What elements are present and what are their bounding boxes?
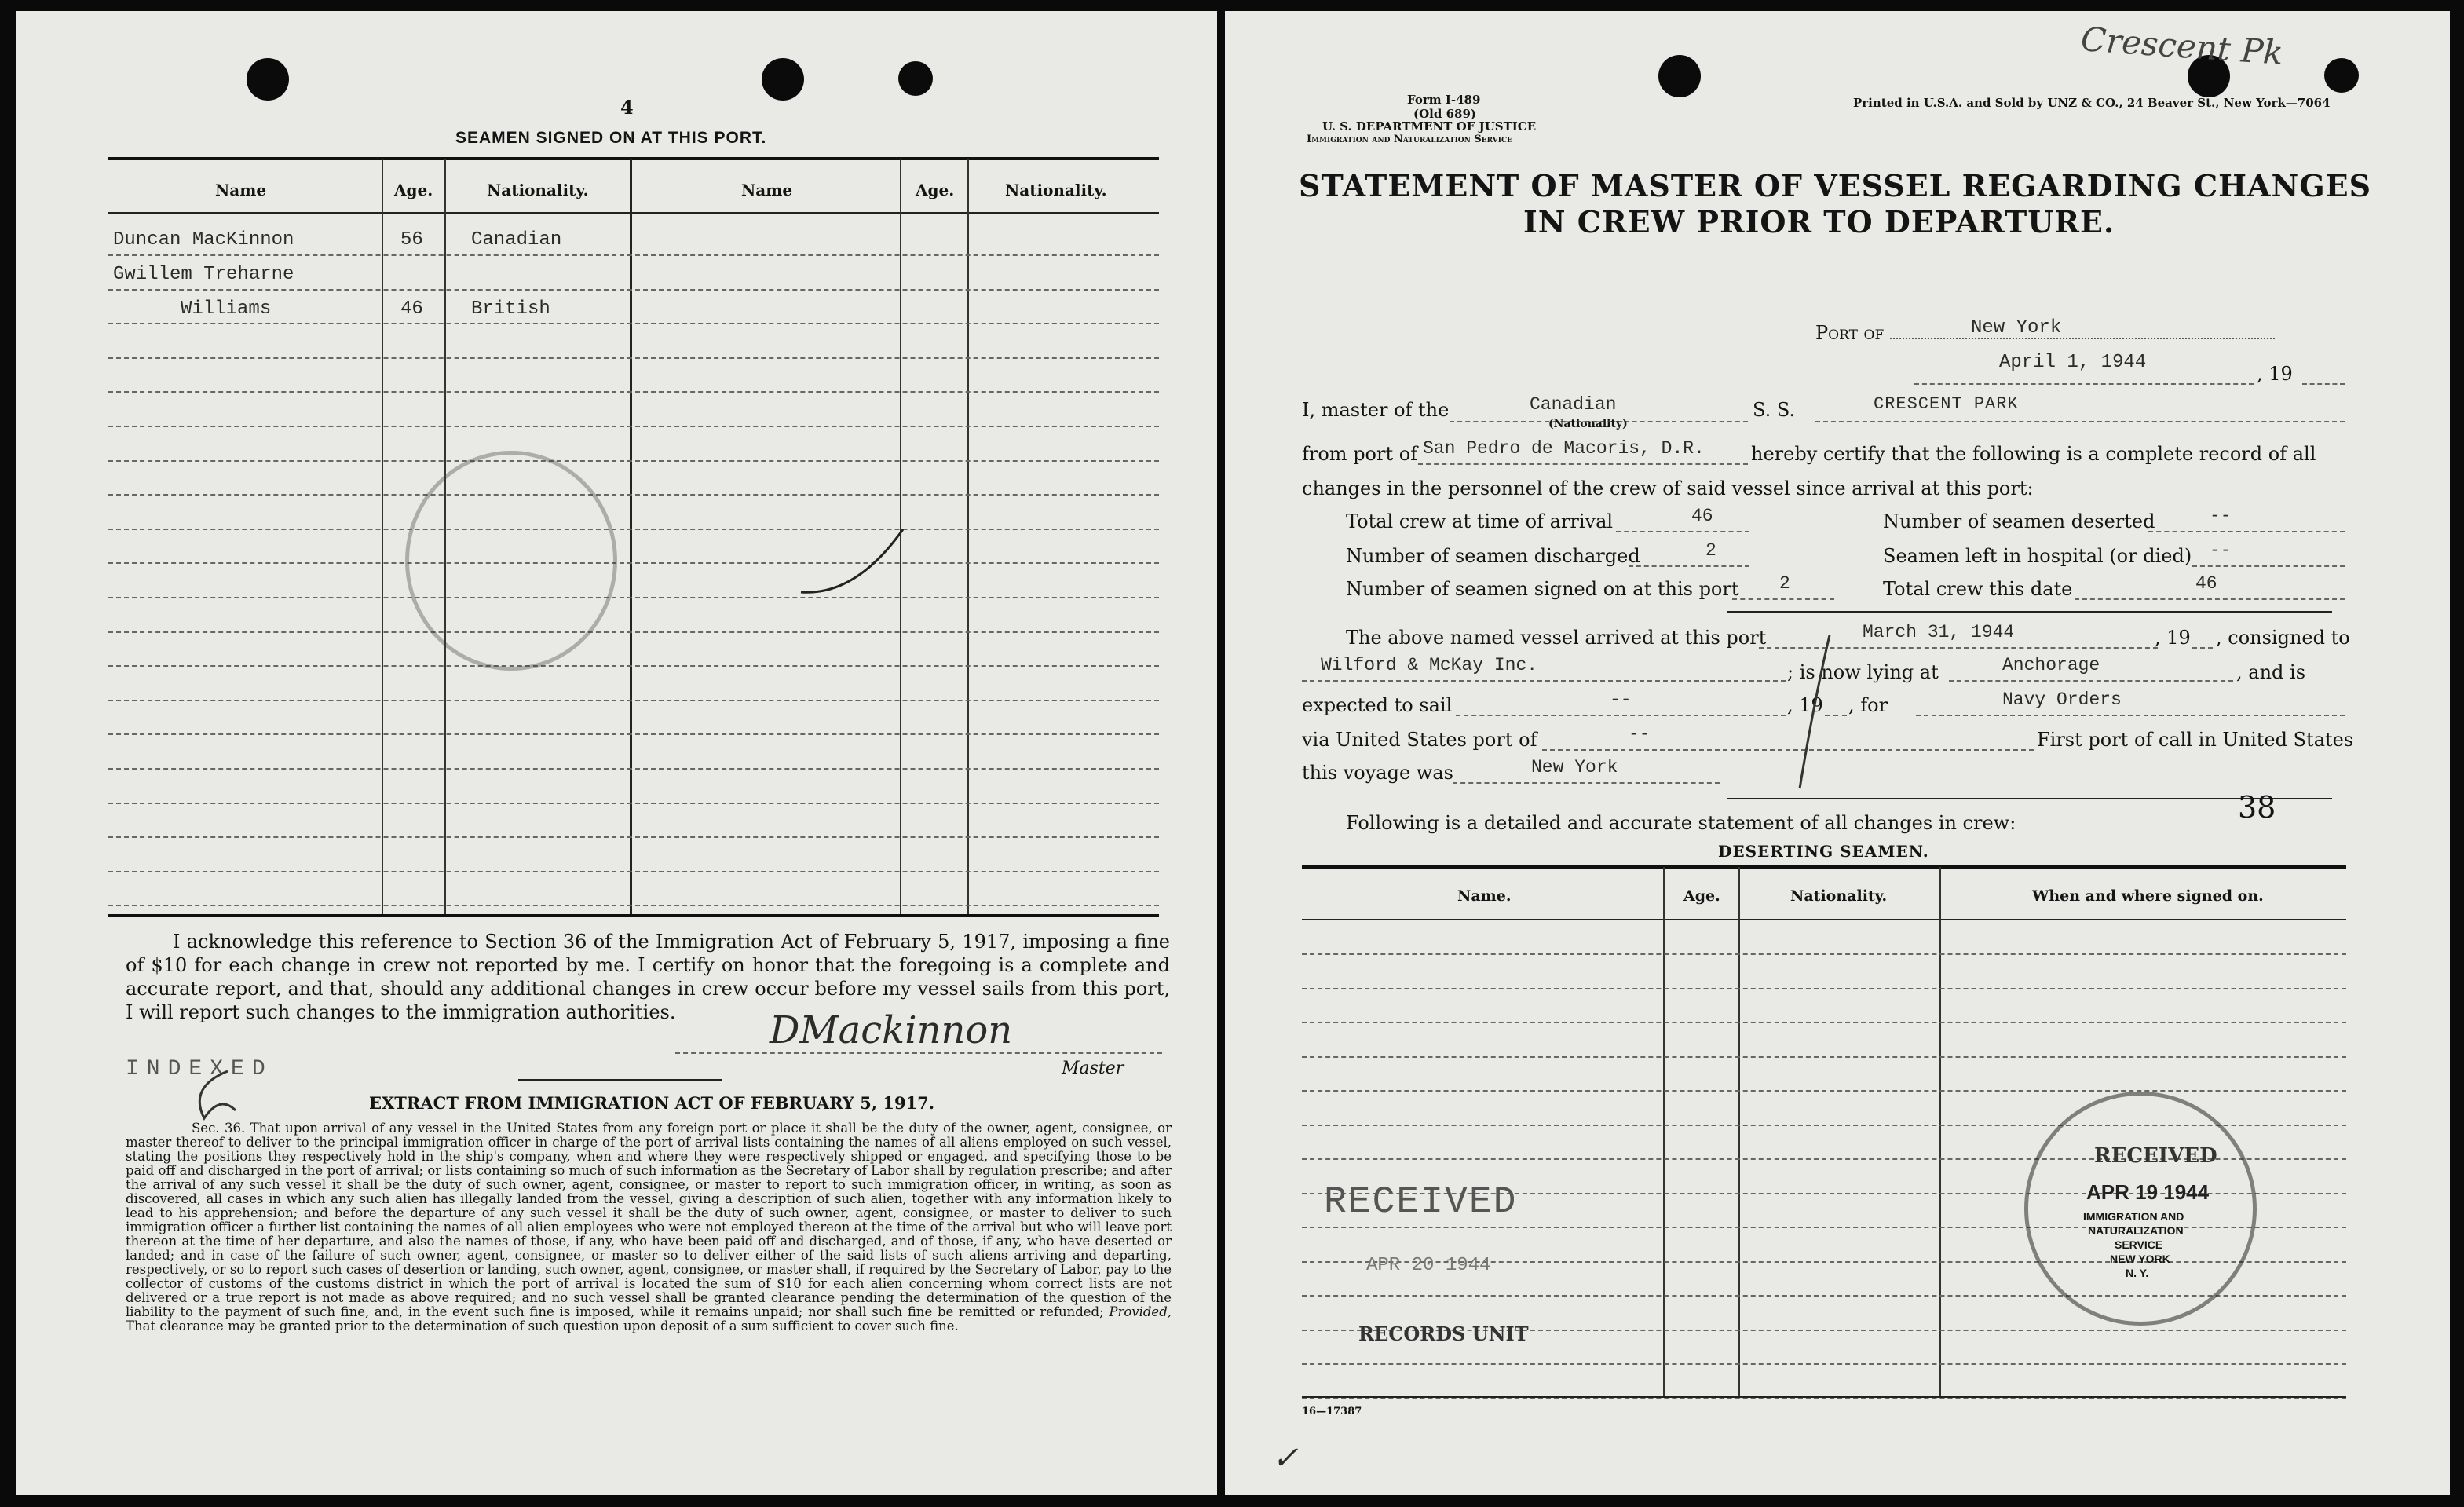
ruled-row-line bbox=[108, 426, 1159, 427]
date-line bbox=[1914, 383, 2254, 385]
and-is-label: , and is bbox=[2236, 661, 2306, 683]
ruled-row-line bbox=[108, 529, 1159, 530]
from-port-value: San Pedro de Macoris, D.R. bbox=[1423, 438, 1705, 459]
department-name: U. S. DEPARTMENT OF JUSTICE bbox=[1322, 119, 1537, 134]
column-header-name: Name bbox=[215, 181, 267, 199]
nationality-caption: (Nationality) bbox=[1548, 418, 1628, 430]
deserted-label: Number of seamen deserted bbox=[1883, 510, 2155, 532]
voyage-line bbox=[1453, 782, 1720, 784]
changes-text: changes in the personnel of the crew of said vessel since arrival at this port: bbox=[1302, 477, 2034, 499]
column-header-name: Name bbox=[741, 181, 793, 199]
column-divider bbox=[1663, 867, 1665, 1398]
via-line bbox=[1542, 749, 2034, 751]
received-stamp: RECEIVED bbox=[1324, 1181, 1518, 1224]
punch-hole-icon bbox=[1658, 55, 1701, 97]
hospital-label: Seamen left in hospital (or died) bbox=[1883, 545, 2192, 567]
signature-line bbox=[675, 1052, 1162, 1054]
following-text: Following is a detailed and accurate statement of all changes in crew: bbox=[1346, 812, 2016, 834]
port-value: New York bbox=[1971, 317, 2062, 338]
ruled-row-line bbox=[1302, 1056, 2346, 1058]
ruled-row-line bbox=[108, 562, 1159, 564]
table-row-name: Gwillem Treharne bbox=[113, 264, 294, 285]
date-value: April 1, 1944 bbox=[1999, 352, 2147, 373]
form-old-number: (Old 689) bbox=[1413, 107, 1476, 121]
expected-value: -- bbox=[1610, 689, 1632, 710]
signed-on-line bbox=[1732, 598, 1834, 600]
arrived-year-line bbox=[2192, 647, 2213, 649]
indexed-stamp: INDEXED bbox=[126, 1057, 273, 1081]
ruled-row-line bbox=[108, 631, 1159, 633]
master-label: I, master of the bbox=[1302, 399, 1450, 421]
lying-line bbox=[1949, 680, 2233, 682]
punch-hole-icon bbox=[898, 61, 933, 96]
for-label: , for bbox=[1848, 694, 1888, 716]
total-crew-date-value: 46 bbox=[2195, 573, 2217, 594]
ruled-row-line bbox=[108, 665, 1159, 667]
extract-tail: That clearance may be granted prior to the determination of such question upon deposit of a sum sufficient to cover such fine. bbox=[126, 1319, 959, 1333]
extract-title: EXTRACT FROM IMMIGRATION ACT OF FEBRUARY 5, 1917. bbox=[369, 1093, 935, 1113]
form-code: 16—17387 bbox=[1302, 1406, 1362, 1417]
page-number: 4 bbox=[620, 96, 634, 119]
stamped-number: 38 bbox=[2238, 790, 2276, 825]
consignee-line bbox=[1302, 680, 1786, 682]
ruled-row-line bbox=[108, 391, 1159, 393]
consignee-value: Wilford & McKay Inc. bbox=[1321, 655, 1538, 675]
circular-received-stamp bbox=[2024, 1092, 2257, 1326]
port-label: Port of bbox=[1815, 322, 1885, 344]
ruled-row-line bbox=[108, 597, 1159, 598]
table-row-nationality: British bbox=[471, 298, 550, 320]
for-value: Navy Orders bbox=[2002, 689, 2122, 710]
column-header-age: Age. bbox=[394, 181, 433, 199]
lying-value: Anchorage bbox=[2002, 655, 2100, 675]
lying-label: ; is now lying at bbox=[1787, 661, 1939, 683]
ruled-row-line bbox=[108, 254, 1159, 256]
extract-section: Sec. 36. bbox=[192, 1121, 246, 1136]
ruled-row-line bbox=[108, 836, 1159, 838]
circle-received-text: RECEIVED bbox=[2094, 1144, 2217, 1168]
from-port-line bbox=[1418, 463, 1748, 465]
handwritten-mark-icon bbox=[181, 1063, 251, 1126]
arrived-label: The above named vessel arrived at this port bbox=[1346, 627, 1767, 649]
table-header-rule bbox=[108, 212, 1159, 214]
printer-note: Printed in U.S.A. and Sold by UNZ & CO., 24 Beaver St., New York—7064 bbox=[1853, 96, 2331, 110]
ruled-row-line bbox=[1302, 953, 2346, 955]
via-label: via United States port of bbox=[1302, 729, 1537, 751]
extract-provided: Provided, bbox=[1109, 1304, 1172, 1319]
certify-text: hereby certify that the following is a complete record of all bbox=[1751, 443, 2316, 465]
for-line bbox=[1916, 715, 2345, 716]
acknowledgment-text: I acknowledge this reference to Section 36 of the Immigration Act of February 5, 1917, imposing a fine of $10 for each change in crew not reported by me. I certify on honor that the foregoing is a complete and accurate report, and that, should any additional changes in crew occur before my vessel sails from this port, I will report such changes to the immigration authorities. bbox=[126, 931, 1170, 1023]
table-row-name: Williams bbox=[181, 298, 272, 320]
punch-hole-icon bbox=[247, 58, 289, 101]
total-crew-arrival-label: Total crew at time of arrival bbox=[1346, 510, 1614, 532]
circle-line3: SERVICE bbox=[2115, 1238, 2163, 1251]
deserted-value: -- bbox=[2210, 506, 2232, 526]
arrived-value: March 31, 1944 bbox=[1863, 622, 2015, 642]
handwritten-annotation: Crescent Pk bbox=[2079, 20, 2285, 72]
ruled-row-line bbox=[108, 871, 1159, 872]
desert-table-header-rule bbox=[1302, 919, 2346, 920]
master-signature: DMackinnon bbox=[770, 1008, 1013, 1052]
ruled-row-line bbox=[108, 357, 1159, 359]
ruled-row-line bbox=[108, 323, 1159, 324]
ruled-row-line bbox=[108, 733, 1159, 735]
ruled-row-line bbox=[108, 700, 1159, 701]
ruled-row-line bbox=[1302, 1090, 2346, 1092]
form-number: Form I-489 bbox=[1407, 93, 1481, 107]
circle-line1: IMMIGRATION AND bbox=[2083, 1210, 2184, 1223]
column-divider bbox=[1738, 867, 1740, 1398]
ruled-row-line bbox=[108, 494, 1159, 496]
expected-line bbox=[1456, 715, 1786, 716]
column-header-nationality: Nationality. bbox=[1790, 887, 1888, 905]
date-suffix: , 19 bbox=[2257, 363, 2293, 385]
signed-on-label: Number of seamen signed on at this port bbox=[1346, 578, 1739, 600]
left-page bbox=[16, 11, 1217, 1495]
faded-stamp-icon bbox=[405, 451, 617, 671]
ruled-row-line bbox=[108, 460, 1159, 462]
form-title-line1: STATEMENT OF MASTER OF VESSEL REGARDING CHANGES bbox=[1299, 168, 2372, 203]
signed-on-value: 2 bbox=[1779, 573, 1790, 594]
table-row-age: 46 bbox=[400, 298, 423, 320]
ruled-row-line bbox=[1302, 988, 2346, 989]
nationality-value: Canadian bbox=[1530, 394, 1617, 415]
total-crew-date-line bbox=[2075, 598, 2345, 600]
column-header-nationality: Nationality. bbox=[1005, 181, 1107, 199]
expected-suffix: , 19 bbox=[1787, 694, 1823, 716]
circle-line5: N. Y. bbox=[2126, 1267, 2149, 1279]
ruled-row-line bbox=[108, 289, 1159, 291]
from-port-label: from port of bbox=[1302, 443, 1418, 465]
table-row-age: 56 bbox=[400, 229, 423, 251]
arrived-suffix: , 19 bbox=[2155, 627, 2191, 649]
received-date-stamp: APR 20 1944 bbox=[1366, 1255, 1491, 1276]
circle-line4: NEW YORK bbox=[2110, 1253, 2170, 1265]
table-bottom-rule bbox=[108, 914, 1159, 917]
deserted-line bbox=[2148, 531, 2345, 532]
service-name: Immigration and Naturalization Service bbox=[1307, 134, 1513, 145]
column-header-age: Age. bbox=[1683, 887, 1720, 905]
desert-table-top bbox=[1302, 865, 2346, 869]
discharged-line bbox=[1629, 565, 1749, 567]
punch-hole-icon bbox=[2324, 58, 2359, 93]
ship-name: CRESCENT PARK bbox=[1874, 394, 2019, 414]
extract-short-rule bbox=[518, 1079, 722, 1081]
circle-line2: NATURALIZATION bbox=[2088, 1224, 2184, 1237]
voyage-value: New York bbox=[1531, 757, 1618, 777]
table-top-rule bbox=[108, 157, 1159, 160]
form-title-line2: IN CREW PRIOR TO DEPARTURE. bbox=[1523, 204, 2115, 240]
pen-slash-icon bbox=[1790, 631, 1837, 796]
records-unit-stamp: RECORDS UNIT bbox=[1358, 1322, 1529, 1345]
total-crew-arrival-value: 46 bbox=[1691, 506, 1713, 526]
voyage-label: this voyage was bbox=[1302, 762, 1453, 784]
hospital-line bbox=[2192, 565, 2345, 567]
discharged-value: 2 bbox=[1705, 540, 1716, 561]
ruled-row-line bbox=[1302, 1022, 2346, 1023]
table-heading: SEAMEN SIGNED ON AT THIS PORT. bbox=[455, 129, 767, 147]
check-mark: ✓ bbox=[1272, 1440, 1299, 1476]
ruled-row-line bbox=[108, 905, 1159, 906]
totals-divider bbox=[1727, 611, 2332, 613]
hospital-value: -- bbox=[2210, 540, 2232, 561]
ruled-row-line bbox=[1302, 1363, 2346, 1365]
discharged-label: Number of seamen discharged bbox=[1346, 545, 1640, 567]
total-crew-date-label: Total crew this date bbox=[1883, 578, 2073, 600]
ruled-row-line bbox=[1302, 1398, 2346, 1399]
table-row-nationality: Canadian bbox=[471, 229, 562, 251]
consigned-label: , consigned to bbox=[2216, 627, 2350, 649]
total-crew-arrival-line bbox=[1616, 531, 1749, 532]
circle-date-text: APR 19 1944 bbox=[2086, 1180, 2210, 1204]
ruled-row-line bbox=[108, 803, 1159, 804]
signature-role: Master bbox=[1062, 1059, 1124, 1078]
ruled-row-line bbox=[108, 768, 1159, 770]
right-page bbox=[1225, 11, 2450, 1495]
punch-hole-icon bbox=[762, 58, 804, 101]
first-port-label: First port of call in United States bbox=[2037, 729, 2354, 751]
extract-text: That upon arrival of any vessel in the United States from any foreign port or place it shall be the duty of the owner, agent, consignee, or master thereof to deliver to the principal immigration officer in charge of the port of arrival lists containing the names of all aliens employed on such vessel, stating the positions they respectively hold in the ship's company, when and where they were respectively shipped or engaged, and specifying those to be paid off and discharged in the port of arrival; or lists containing so much of such information as the Secretary of Labor shall by regulation prescribe; and after the arrival of any such vessel it shall be the duty of such owner, agent, consignee, or master to report to such immigration officer, in writing, as soon as discovered, all cases in which any such alien has illegally landed from the vessel, giving a description of such alien, together with any information likely to lead to his apprehension; and before the departure of any such vessel it shall be the duty of such owner, agent, consignee, or master to deliver to such immigration officer a further list containing the names of all alien employees who were not employed thereon at the time of the arrival but who will leave port thereon at the time of her departure, and also the names of those, if any, who have been paid off and discharged, and of those, if any, who have deserted or landed; and in case of the failure of such owner, agent, consignee, or master so to deliver either of the said lists of such aliens arriving and departing, respectively, or so to report such cases of desertion or landing, such owner, agent, consignee, or master shall, if required by the Secretary of Labor, pay to the collector of customs of the customs district in which the port of arrival is located the sum of $10 for each alien concerning whom correct lists are not delivered or a true report is not made as above required; and no such vessel shall be granted clearance pending the determination of the question of the liability to the payment of such fine, and, in the event such fine is imposed, while it remains unpaid; nor shall such fine be remitted or refunded; bbox=[126, 1121, 1172, 1319]
ship-name-line bbox=[1815, 421, 2345, 422]
column-header-age: Age. bbox=[916, 181, 955, 199]
extract-body bbox=[126, 1121, 1172, 1333]
expected-label: expected to sail bbox=[1302, 694, 1453, 716]
ss-label: S. S. bbox=[1753, 399, 1796, 421]
via-value: -- bbox=[1629, 724, 1651, 744]
column-header-nationality: Nationality. bbox=[487, 181, 589, 199]
column-header-name: Name. bbox=[1457, 887, 1512, 905]
deserting-heading: DESERTING SEAMEN. bbox=[1718, 842, 1929, 861]
pen-stroke-icon bbox=[793, 521, 919, 600]
column-divider bbox=[1939, 867, 1941, 1398]
date-year-line bbox=[2302, 383, 2345, 385]
table-row-name: Duncan MacKinnon bbox=[113, 229, 294, 251]
column-header-signed-on: When and where signed on. bbox=[2032, 887, 2264, 905]
